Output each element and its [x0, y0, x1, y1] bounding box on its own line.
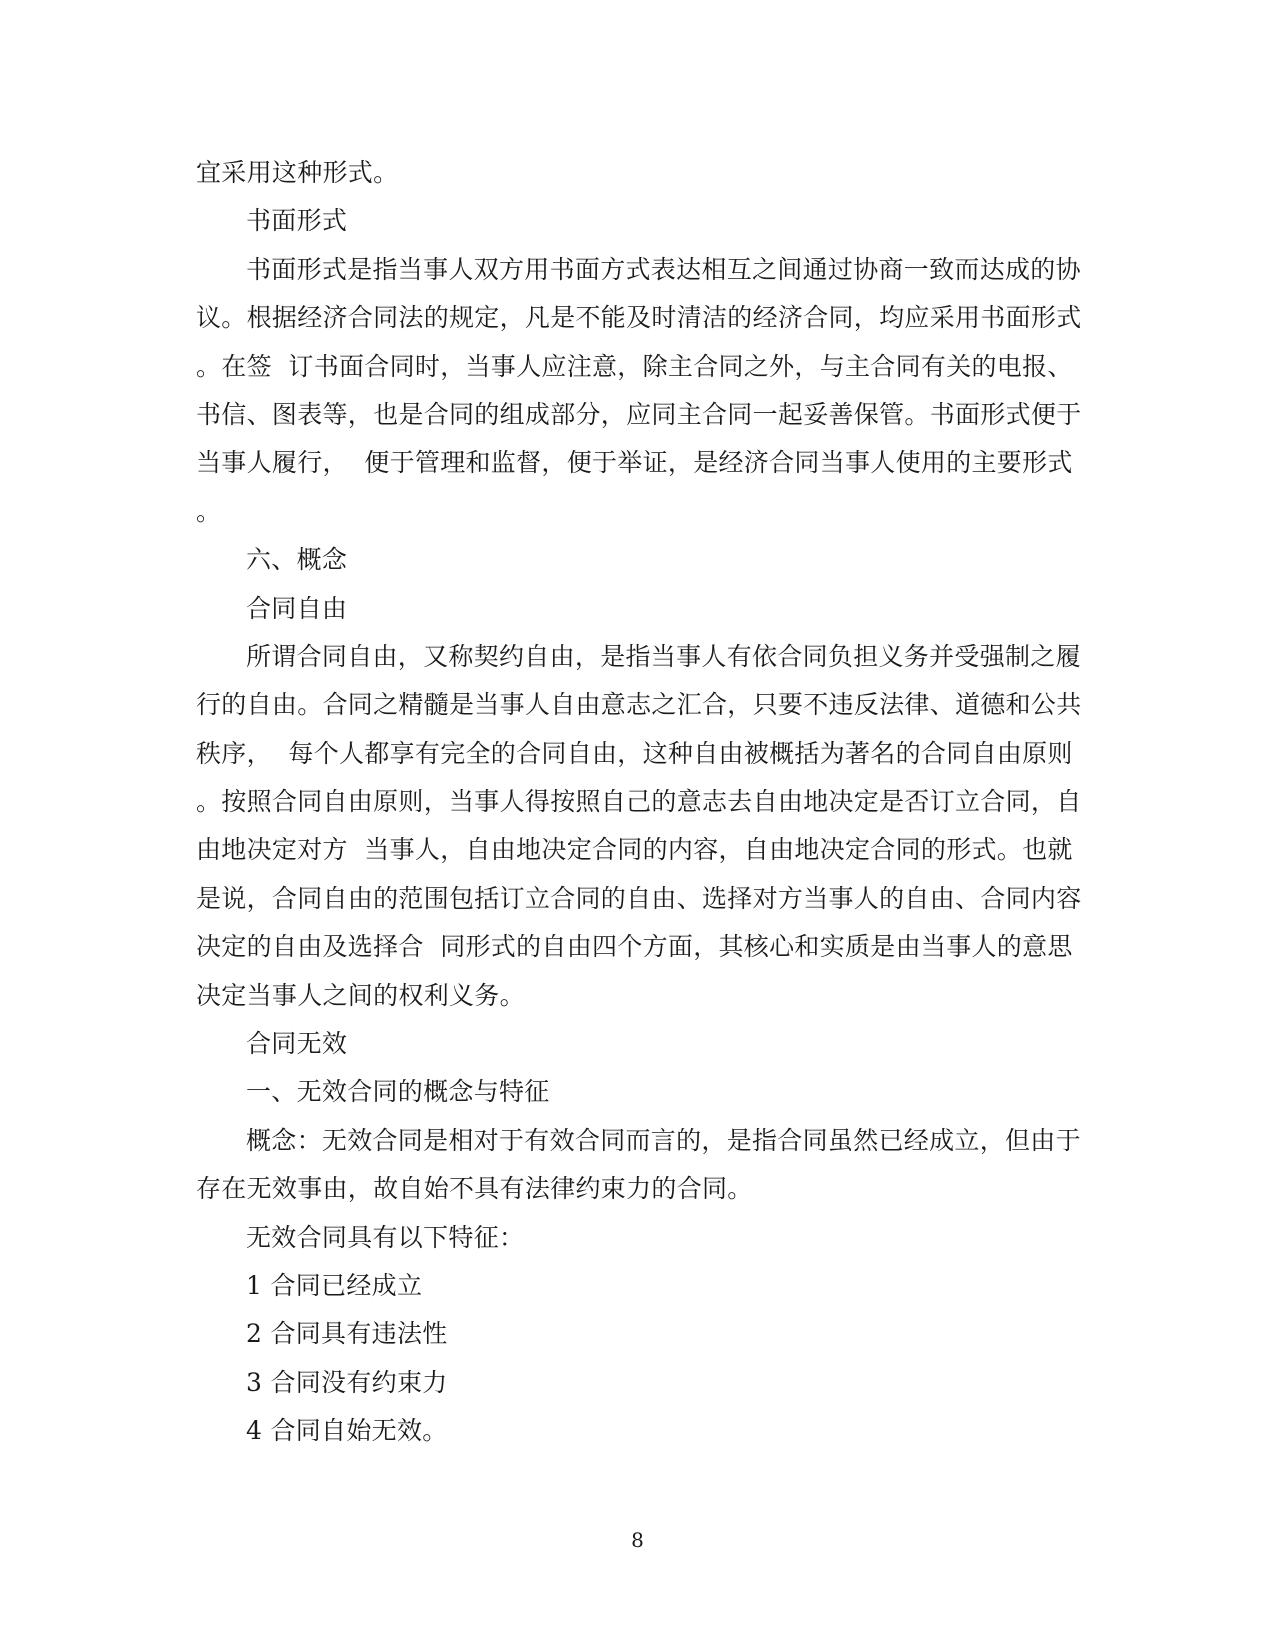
text-line: 。 — [196, 496, 222, 526]
text-line: 秩序， 每个人都享有完全的合同自由，这种自由被概括为著名的合同自由原则 — [196, 738, 1073, 768]
text-line: 概念：无效合同是相对于有效合同而言的，是指合同虽然已经成立，但由于 — [246, 1125, 1081, 1155]
text-line: 由地决定对方 当事人，自由地决定合同的内容，自由地决定合同的形式。也就 — [196, 835, 1073, 865]
text-line: 无效合同具有以下特征： — [246, 1222, 525, 1252]
text-line: 当事人履行， 便于管理和监督，便于举证，是经济合同当事人使用的主要形式 — [196, 448, 1073, 478]
text-line: 宜采用这种形式。 — [196, 158, 399, 187]
page-number: 8 — [631, 1528, 644, 1552]
text-line: 决定当事人之间的权利义务。 — [196, 980, 525, 1010]
text-line: 书面形式 — [246, 206, 348, 236]
text-line: 行的自由。合同之精髓是当事人自由意志之汇合，只要不违反法律、道德和公共 — [196, 690, 1082, 720]
document-body — [196, 149, 1082, 1456]
text-line: 2 合同具有违法性 — [246, 1319, 448, 1349]
text-line: 书面形式是指当事人双方用书面方式表达相互之间通过协商一致而达成的协 — [246, 254, 1081, 284]
text-line: 。在签 订书面合同时，当事人应注意，除主合同之外，与主合同有关的电报、 — [196, 351, 1073, 381]
text-line: 议。根据经济合同法的规定，凡是不能及时清洁的经济合同，均应采用书面形式 — [196, 303, 1082, 333]
text-line: 六、概念 — [246, 545, 348, 575]
text-line: 存在无效事由，故自始不具有法律约束力的合同。 — [196, 1174, 753, 1204]
text-line: 书信、图表等，也是合同的组成部分，应同主合同一起妥善保管。书面形式便于 — [196, 399, 1082, 429]
text-line: 合同自由 — [246, 593, 348, 623]
text-line: 所谓合同自由，又称契约自由，是指当事人有依合同负担义务并受强制之履 — [246, 641, 1081, 671]
text-line: 。按照合同自由原则，当事人得按照自己的意志去自由地决定是否订立合同，自 — [196, 787, 1082, 817]
text-line: 一、无效合同的概念与特征 — [246, 1077, 550, 1107]
text-line: 1 合同已经成立 — [246, 1270, 423, 1300]
text-line: 4 合同自始无效。 — [246, 1416, 448, 1446]
text-line: 合同无效 — [246, 1029, 348, 1059]
text-line: 决定的自由及选择合 同形式的自由四个方面，其核心和实质是由当事人的意思 — [196, 932, 1073, 962]
text-line: 是说，合同自由的范围包括订立合同的自由、选择对方当事人的自由、合同内容 — [196, 883, 1082, 913]
text-line: 3 合同没有约束力 — [246, 1367, 448, 1397]
